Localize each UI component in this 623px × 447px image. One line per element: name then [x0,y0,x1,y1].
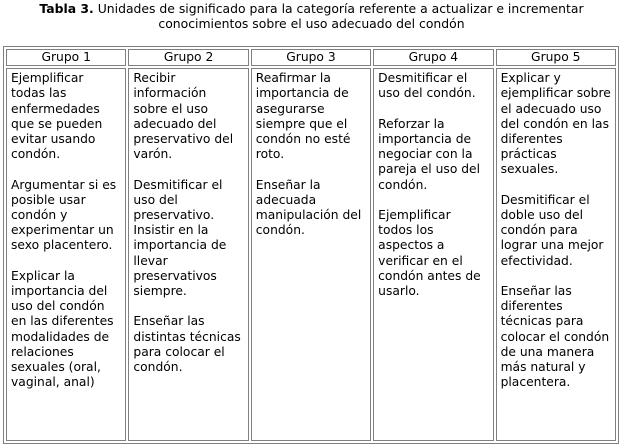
paragraph: Explicar y ejemplificar sobre el adecuado uso del condón en las diferentes prácticas sexuales. [500,71,611,177]
paragraph: Desmitificar el uso del condón. [378,71,476,101]
header-grupo-5: Grupo 5 [496,49,616,66]
caption-line-2: conocimientos sobre el uso adecuado del condón [158,16,465,31]
paragraph: Explicar la importancia del uso del condón en las diferentes modalidades de relaciones sexuales (oral, vaginal, anal) [11,268,114,390]
cell-grupo-4 [373,68,493,441]
paragraph: Reforzar la importancia de negociar con la pareja el uso del condón. [378,116,481,192]
cell-grupo-2 [128,68,248,441]
paragraph: Enseñar la adecuada manipulación del condón. [255,177,362,238]
data-table [3,46,619,444]
paragraph: Desmitificar el doble uso del condón para lograr una mejor efectividad. [500,192,604,268]
paragraph: Desmitificar el uso del preservativo. Insistir en la importancia de llevar preservativos siempre. [133,177,227,299]
paragraph: Argumentar si es posible usar condón y experimentar un sexo placentero. [11,177,117,253]
header-grupo-4: Grupo 4 [373,49,493,66]
header-row [6,49,616,66]
header-grupo-2: Grupo 2 [128,49,248,66]
cell-grupo-3 [251,68,371,441]
table-row [6,68,616,441]
caption-line-1: Unidades de significado para la categoría referente a actualizar e incrementar [97,1,584,16]
paragraph: Reafirmar la importancia de asegurarse siempre que el condón no esté roto. [255,71,351,162]
cell-grupo-5 [496,68,616,441]
header-grupo-3: Grupo 3 [251,49,371,66]
paragraph: Ejemplificar todos los aspectos a verificar en el condón antes de usarlo. [378,208,481,299]
paragraph: Enseñar las diferentes técnicas para colocar el condón de una manera más natural y placentera. [500,284,610,390]
paragraph: Ejemplificar todas las enfermedades que se pueden evitar usando condón. [11,71,103,162]
cell-grupo-1 [6,68,126,441]
table-caption [0,1,623,31]
header-grupo-1: Grupo 1 [6,49,126,66]
paragraph: Recibir información sobre el uso adecuado del preservativo del varón. [133,71,234,162]
caption-label: Tabla 3. [39,1,94,16]
paragraph: Enseñar las distintas técnicas para colocar el condón. [133,314,241,375]
